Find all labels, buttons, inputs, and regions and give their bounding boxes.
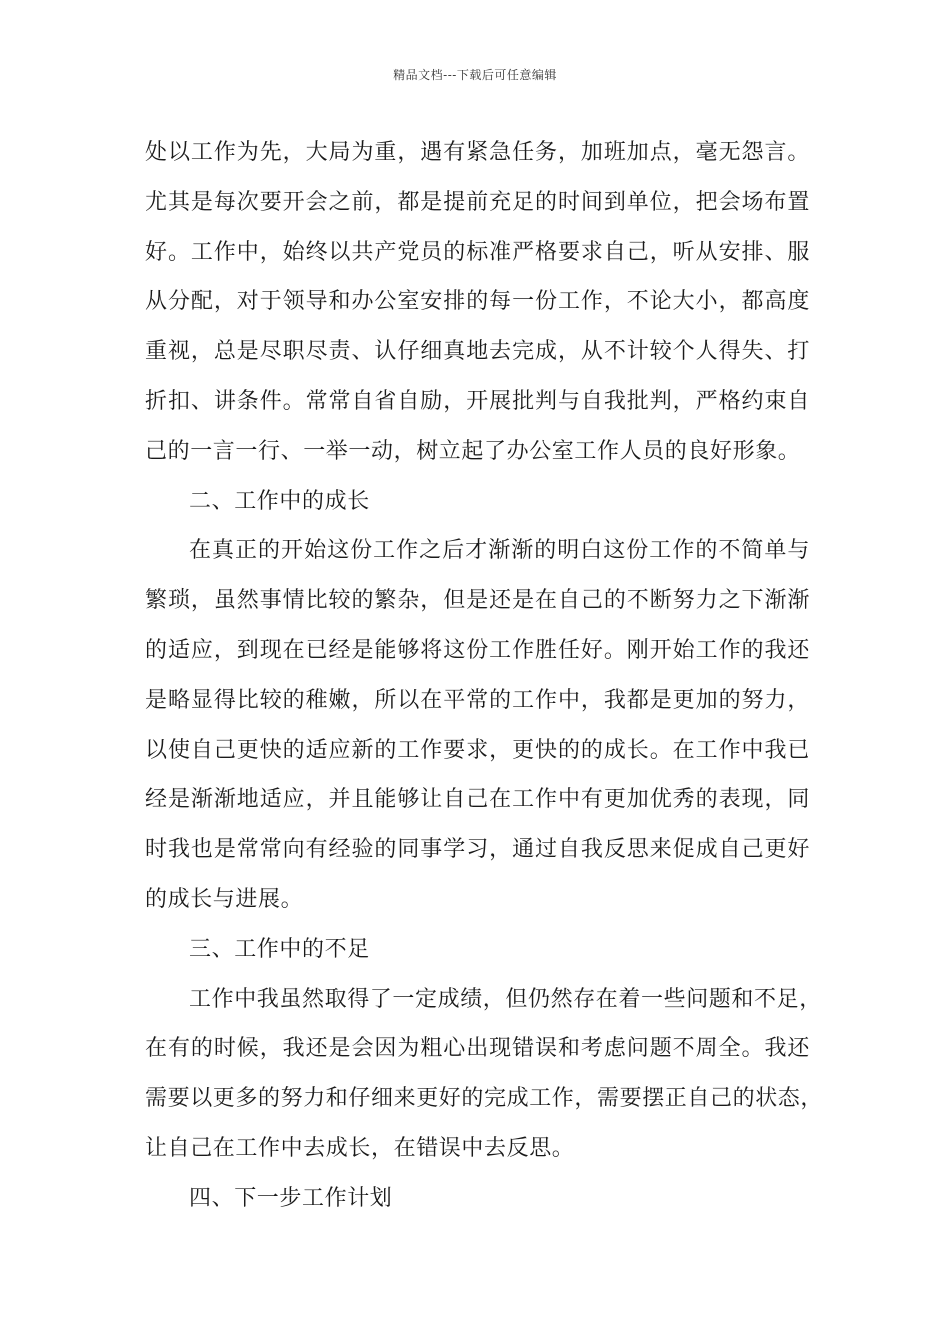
page-header: 精品文档---下载后可任意编辑 [393, 68, 557, 82]
section-heading: 二、工作中的成长 [189, 488, 370, 514]
body-line: 时我也是常常向有经验的同事学习，通过自我反思来促成自己更好 [145, 837, 810, 863]
body-line: 工作中我虽然取得了一定成绩，但仍然存在着一些问题和不足， [189, 986, 822, 1012]
body-line: 尤其是每次要开会之前，都是提前充足的时间到单位，把会场布置 [145, 189, 810, 215]
section-heading: 四、下一步工作计划 [189, 1185, 393, 1211]
document-body [145, 128, 824, 1224]
body-line: 好。工作中，始终以共产党员的标准严格要求自己，听从安排、服 [145, 239, 810, 265]
body-line: 折扣、讲条件。常常自省自励，开展批判与自我批判，严格约束自 [145, 388, 810, 414]
body-line: 在真正的开始这份工作之后才渐渐的明白这份工作的不简单与 [189, 538, 810, 564]
body-line: 己的一言一行、一举一动，树立起了办公室工作人员的良好形象。 [145, 438, 801, 464]
body-line: 的成长与进展。 [145, 886, 304, 912]
section-heading: 三、工作中的不足 [189, 936, 370, 962]
body-line: 让自己在工作中去成长，在错误中去反思。 [145, 1135, 575, 1161]
body-line: 从分配，对于领导和办公室安排的每一份工作，不论大小，都高度 [145, 289, 810, 315]
body-line: 是略显得比较的稚嫩，所以在平常的工作中，我都是更加的努力， [145, 687, 810, 713]
body-line: 需要以更多的努力和仔细来更好的完成工作，需要摆正自己的状态， [145, 1086, 824, 1112]
body-line: 以使自己更快的适应新的工作要求，更快的的成长。在工作中我已 [145, 737, 810, 763]
body-line: 经是渐渐地适应，并且能够让自己在工作中有更加优秀的表现，同 [145, 787, 810, 813]
body-line: 处以工作为先，大局为重，遇有紧急任务，加班加点，毫无怨言。 [145, 140, 810, 165]
body-line: 繁琐，虽然事情比较的繁杂，但是还是在自己的不断努力之下渐渐 [145, 588, 810, 614]
body-line: 在有的时候，我还是会因为粗心出现错误和考虑问题不周全。我还 [145, 1036, 810, 1062]
body-line: 重视，总是尽职尽责、认仔细真地去完成，从不计较个人得失、打 [145, 339, 810, 365]
body-line: 的适应，到现在已经是能够将这份工作胜任好。刚开始工作的我还 [145, 637, 810, 663]
